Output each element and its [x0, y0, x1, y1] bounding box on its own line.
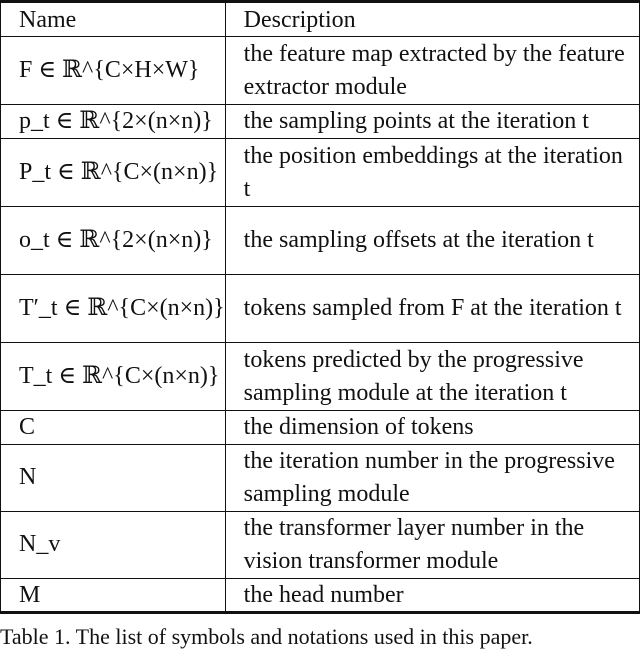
symbol: T_t ∈ ℝ^{C×(n×n)}: [19, 363, 220, 390]
description-cell: tokens sampled from F at the iteration t: [225, 275, 639, 343]
symbol: N_v: [19, 531, 61, 558]
description-cell: the iteration number in the progressive sampling module: [225, 444, 639, 511]
symbol-cell: [1, 37, 226, 105]
description-cell: the head number: [225, 578, 639, 613]
symbol-cell: [1, 578, 226, 613]
column-header-name: Name: [1, 2, 226, 37]
table-row: [1, 105, 640, 139]
symbol: N: [19, 464, 37, 491]
symbol: p_t ∈ ℝ^{2×(n×n)}: [19, 108, 213, 135]
symbol: F ∈ ℝ^{C×H×W}: [19, 57, 200, 84]
table-caption: Table 1. The list of symbols and notations used in this paper.: [0, 624, 533, 649]
description-cell: the feature map extracted by the feature extractor module: [225, 37, 639, 105]
column-header-description: Description: [225, 2, 639, 37]
table-header-row: [1, 2, 640, 37]
description-cell: the position embeddings at the iteration t: [225, 139, 639, 207]
symbol-cell: [1, 275, 226, 343]
symbol: T′_t ∈ ℝ^{C×(n×n)}: [19, 295, 225, 322]
symbol-cell: [1, 105, 226, 139]
symbol: o_t ∈ ℝ^{2×(n×n)}: [19, 227, 213, 254]
table-row: [1, 37, 640, 105]
description-cell: the dimension of tokens: [225, 411, 639, 445]
symbol-cell: [1, 139, 226, 207]
table-row: [1, 139, 640, 207]
symbol: C: [19, 414, 36, 440]
symbol: M: [19, 581, 41, 608]
symbol-cell: [1, 343, 226, 411]
symbol-cell: [1, 444, 226, 511]
description-cell: the sampling points at the iteration t: [225, 105, 639, 139]
symbol: P_t ∈ ℝ^{C×(n×n)}: [19, 159, 219, 186]
table-row: [1, 444, 640, 511]
table-row: [1, 343, 640, 411]
table-row: [1, 411, 640, 445]
description-cell: the sampling offsets at the iteration t: [225, 207, 639, 275]
table-row: [1, 207, 640, 275]
table-row: [1, 578, 640, 613]
symbol-cell: [1, 207, 226, 275]
description-cell: the transformer layer number in the vision transformer module: [225, 511, 639, 578]
symbol-cell: [1, 511, 226, 578]
symbol-cell: [1, 411, 226, 445]
table-row: [1, 511, 640, 578]
table-row: [1, 275, 640, 343]
description-cell: tokens predicted by the progressive sampling module at the iteration t: [225, 343, 639, 411]
